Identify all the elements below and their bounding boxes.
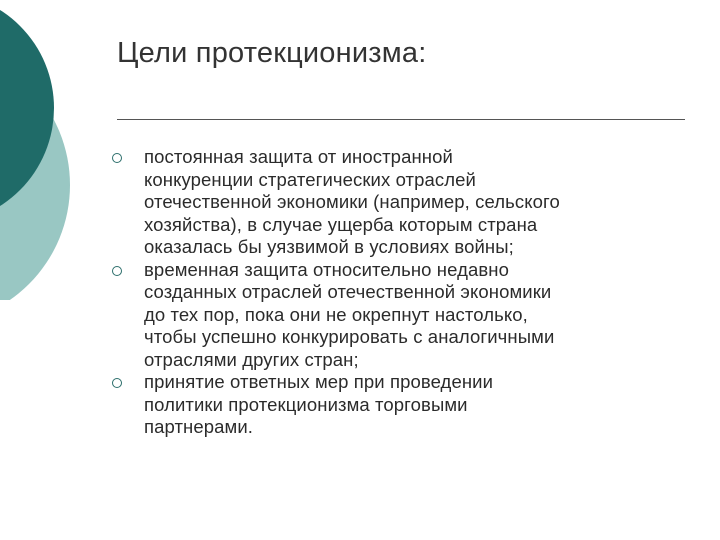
decorative-circles (0, 0, 120, 300)
bullet-text: временная защита относительно недавно созданных отраслей отечественной экономики до тех пор, пока они не окрепнут настолько, чтобы успешно конкурировать с аналогичными отраслями других стран; (144, 258, 555, 370)
ring-bullet-icon (112, 266, 122, 276)
list-item (112, 371, 692, 439)
ring-bullet-icon (112, 378, 122, 388)
bullet-text: принятие ответных мер при проведении политики протекционизма торговыми партнерами. (144, 371, 494, 437)
ring-bullet-icon (112, 153, 122, 163)
list-item (112, 259, 692, 372)
bullet-text: постоянная защита от иностранной конкуренции стратегических отраслей отечественной экономики (например, сельского хозяйства), в случае ущерба которым страна оказалась бы уязвимой в условиях войны; (144, 146, 560, 257)
bullet-list (112, 146, 692, 439)
title-divider (117, 119, 685, 120)
list-item (112, 146, 692, 259)
slide-title: Цели протекционизма: (117, 37, 427, 69)
